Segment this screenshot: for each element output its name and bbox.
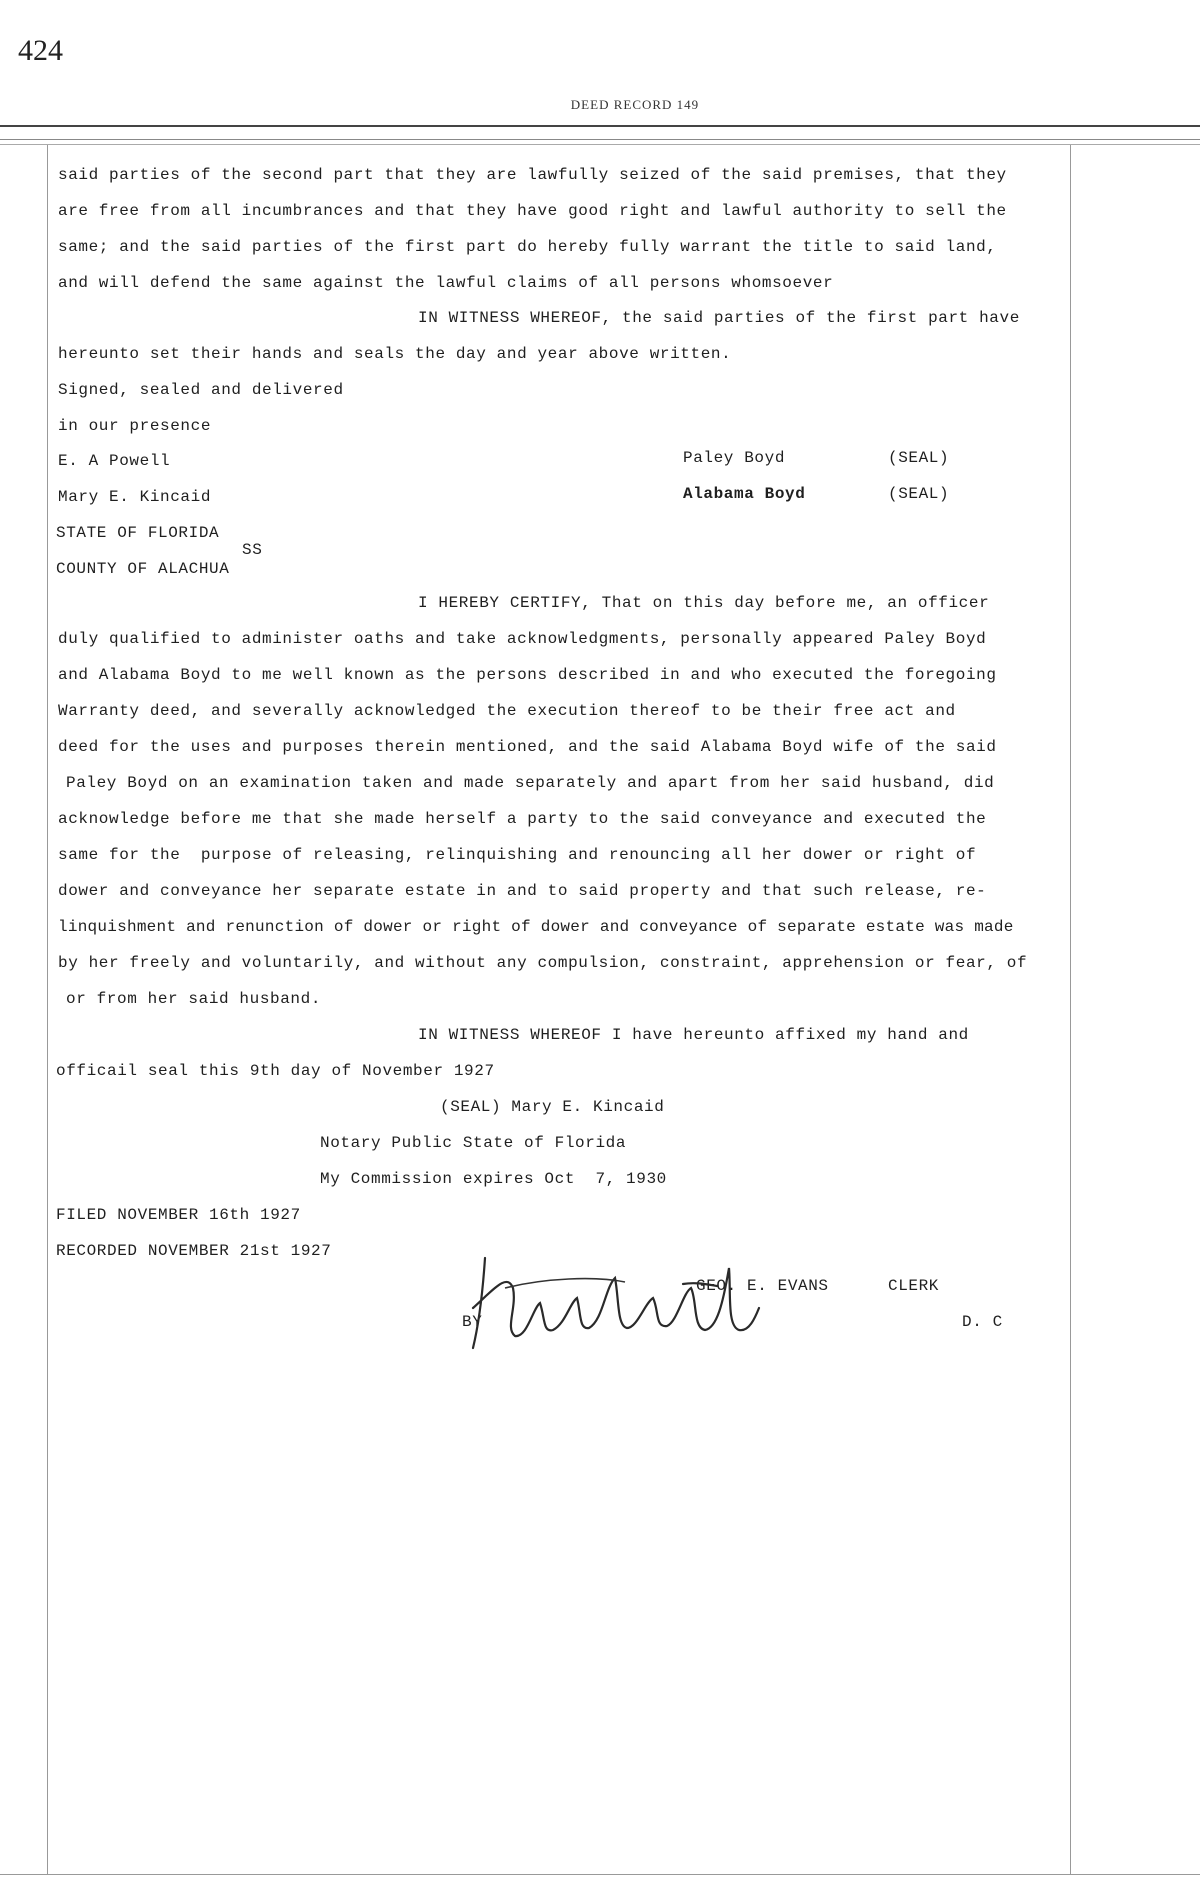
venue-county: COUNTY OF ALACHUA [56,560,230,578]
right-margin-rule [1070,145,1071,1875]
certificate-line: or from her said husband. [66,990,322,1008]
seal-mark: (SEAL) [888,485,950,503]
in-presence-label: in our presence [58,417,212,435]
venue-ss: SS [242,541,263,559]
grantor-name: Alabama Boyd [683,485,806,503]
header-rule-thin [0,139,1200,140]
deed-text-line: same; and the said parties of the first part do hereby fully warrant the title to said land, [58,238,997,256]
certificate-line: Paley Boyd on an examination taken and made separately and apart from her said husband, did [66,774,995,792]
witness-clause: IN WITNESS WHEREOF, the said parties of the first part have [418,309,1020,327]
certificate-line: dower and conveyance her separate estate in and to said property and that such release, re- [58,882,987,900]
certificate-line: linquishment and renunction of dower or right of dower and conveyance of separate estate was made [58,918,1014,936]
witness-name: E. A Powell [58,452,171,470]
venue-state: STATE OF FLORIDA [56,524,220,542]
record-book-title: DEED RECORD 149 [570,97,700,112]
notary-witness-clause-cont: officail seal this 9th day of November 1927 [56,1062,495,1080]
deputy-clerk-signature [455,1248,785,1358]
certificate-line: and Alabama Boyd to me well known as the persons described in and who executed the foregoing [58,666,997,684]
certificate-line: acknowledge before me that she made herself a party to the said conveyance and executed the [58,810,987,828]
page-number: 424 [18,34,63,67]
filed-date: FILED NOVEMBER 16th 1927 [56,1206,301,1224]
notary-title: Notary Public State of Florida [320,1134,627,1152]
certificate-line: deed for the uses and purposes therein mentioned, and the said Alabama Boyd wife of the said [58,738,997,756]
signed-sealed-label: Signed, sealed and delivered [58,381,344,399]
clerk-title: CLERK [888,1277,940,1295]
deed-text-line: are free from all incumbrances and that they have good right and lawful authority to sell the [58,202,1007,220]
witness-name: Mary E. Kincaid [58,488,212,506]
notary-witness-clause: IN WITNESS WHEREOF I have hereunto affixed my hand and [418,1026,969,1044]
recorded-date: RECORDED NOVEMBER 21st 1927 [56,1242,332,1260]
by-label: BY [462,1313,483,1331]
deputy-clerk-label: D. C [962,1313,1003,1331]
witness-clause-cont: hereunto set their hands and seals the day and year above written. [58,345,732,363]
deed-text-line: said parties of the second part that they are lawfully seized of the said premises, that they [58,166,1007,184]
footer-rule [0,1874,1200,1875]
certificate-line: I HEREBY CERTIFY, That on this day before me, an officer [418,594,990,612]
certificate-line: duly qualified to administer oaths and take acknowledgments, personally appeared Paley Boyd [58,630,987,648]
clerk-name: GEO. E. EVANS [696,1277,829,1295]
certificate-line: same for the purpose of releasing, relinquishing and renouncing all her dower or right of [58,846,977,864]
grantor-name: Paley Boyd [683,449,786,467]
header-rule [0,125,1200,127]
header-rule-thin-2 [0,144,1200,145]
certificate-line: by her freely and voluntarily, and without any compulsion, constraint, apprehension or fear, of [58,954,1028,972]
notary-signature: (SEAL) Mary E. Kincaid [440,1098,665,1116]
notary-commission: My Commission expires Oct 7, 1930 [320,1170,667,1188]
seal-mark: (SEAL) [888,449,950,467]
certificate-line: Warranty deed, and severally acknowledged the execution thereof to be their free act and [58,702,956,720]
deed-text-line: and will defend the same against the lawful claims of all persons whomsoever [58,274,834,292]
left-margin-rule [47,145,48,1875]
